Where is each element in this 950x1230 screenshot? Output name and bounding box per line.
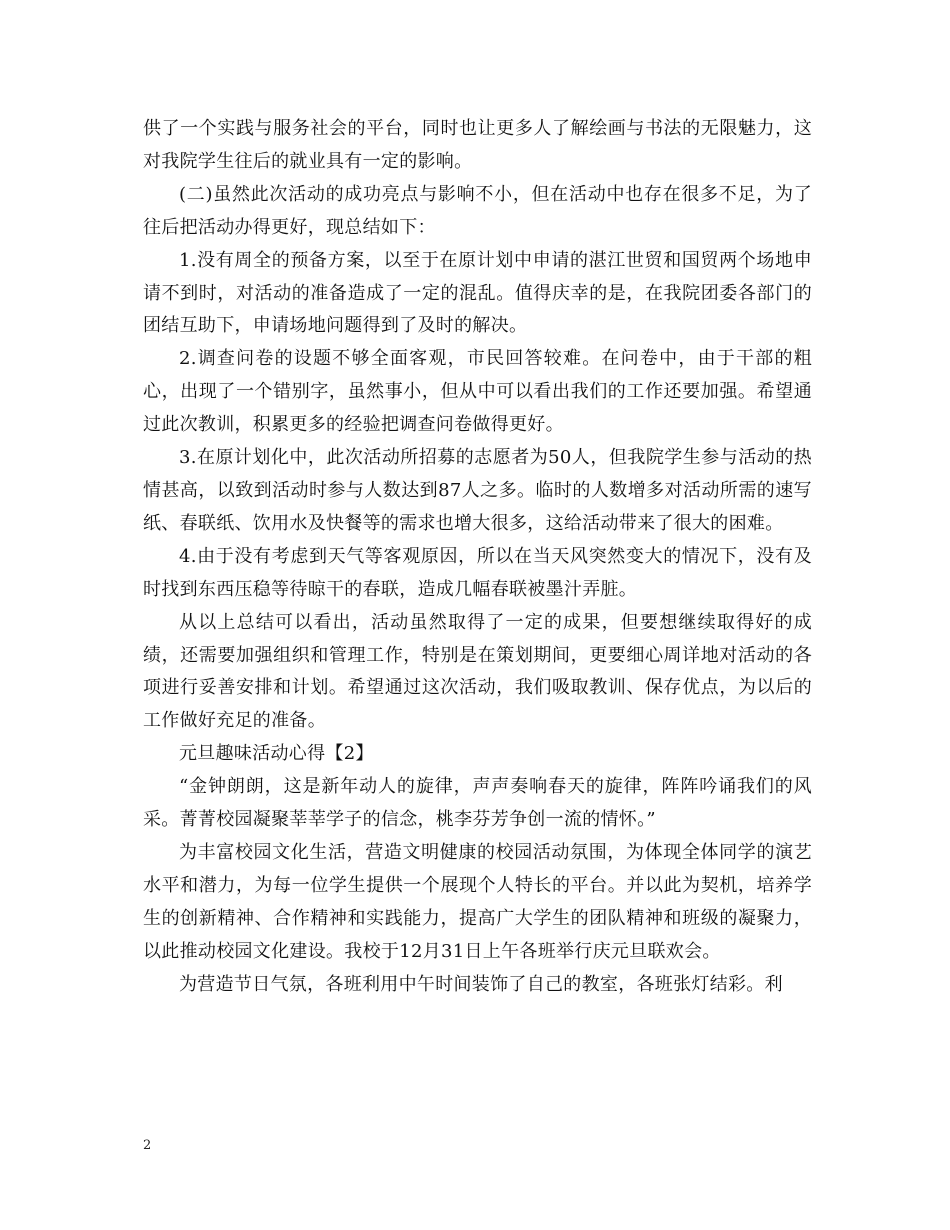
- paragraph-point-4: 4.由于没有考虑到天气等客观原因，所以在当天风突然变大的情况下，没有及时找到东西压稳等待晾干的春联，造成几幅春联被墨汁弄脏。: [143, 545, 812, 600]
- body-text: [143, 113, 812, 1001]
- paragraph-quote: “金钟朗朗，这是新年动人的旋律，声声奏响春天的旋律，阵阵吟诵我们的风采。菁菁校园凝聚莘莘学子的信念，桃李芬芳争创一流的情怀。”: [143, 776, 812, 831]
- paragraph-summary-intro: (二)虽然此次活动的成功亮点与影响不小，但在活动中也存在很多不足，为了往后把活动办得更好，现总结如下：: [143, 183, 812, 238]
- paragraph-purpose: 为丰富校园文化生活，营造文明健康的校园活动氛围，为体现全体同学的演艺水平和潜力，为每一位学生提供一个展现个人特长的平台。并以此为契机，培养学生的创新精神、合作精神和实践能力，提高广大学生的团队精神和班级的凝聚力，以此推动校园文化建设。我校于12月31日上午各班举行庆元旦联欢会。: [143, 841, 812, 962]
- paragraph-decoration: 为营造节日气氛，各班利用中午时间装饰了自己的教室，各班张灯结彩。利: [179, 973, 783, 995]
- paragraph-point-3: 3.在原计划化中，此次活动所招募的志愿者为50人，但我院学生参与活动的热情甚高，以致到活动时参与人数达到87人之多。临时的人数增多对活动所需的速写纸、春联纸、饮用水及快餐等的需求也增大很多，这给活动带来了很大的困难。: [143, 447, 812, 534]
- page-number: 2: [143, 1138, 152, 1153]
- paragraph-continuation: 供了一个实践与服务社会的平台，同时也让更多人了解绘画与书法的无限魅力，这对我院学生往后的就业具有一定的影响。: [143, 118, 812, 172]
- section-heading: 元旦趣味活动心得【2】: [179, 743, 374, 765]
- paragraph-point-1: 1.没有周全的预备方案，以至于在原计划中申请的湛江世贸和国贸两个场地申请不到时，对活动的准备造成了一定的混乱。值得庆幸的是，在我院团委各部门的团结互助下，申请场地问题得到了及时的解决。: [143, 249, 812, 337]
- paragraph-point-2: 2.调查问卷的设题不够全面客观，市民回答较难。在问卷中，由于干部的粗心，出现了一个错别字，虽然事小，但从中可以看出我们的工作还要加强。希望通过此次教训，积累更多的经验把调查问卷做得更好。: [143, 348, 812, 436]
- paragraph-conclusion: 从以上总结可以看出，活动虽然取得了一定的成果，但要想继续取得好的成绩，还需要加强组织和管理工作，特别是在策划期间，更要细心周详地对活动的各项进行妥善安排和计划。希望通过这次活动，我们吸取教训、保存优点，为以后的工作做好充足的准备。: [143, 611, 812, 732]
